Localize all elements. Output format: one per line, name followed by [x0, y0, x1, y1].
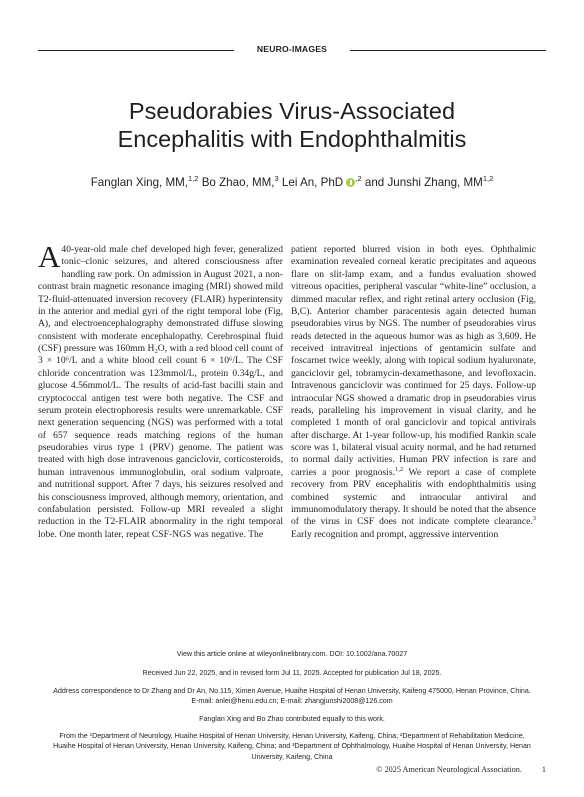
article-title: [40, 98, 544, 153]
author-affiliation: 3: [274, 174, 279, 184]
body-column-left: [38, 239, 283, 541]
section-label: NEURO-IMAGES: [256, 44, 328, 54]
copyright-notice: © 2025 American Neurological Association.: [376, 765, 522, 774]
view-online-note[interactable]: View this article online at wileyonlinelibrary.com. DOI: 10.1002/ana.70027: [176, 650, 408, 658]
equal-contribution-note: Fanglan Xing and Bo Zhao contributed equally to this work.: [199, 714, 385, 723]
body-paragraph: patient reported blurred vision in both eyes. Ophthalmic examination revealed corneal keratic precipitates and aqueous flare on slit-lamp exam, and a fundus evaluation showed vitreous opacities, peripheral vascular “white-line” occlusion, a dimmed macular reflex, and right retinal artery occlusion (Fig, B,C). Anterior chamber paracentesis again detected human pseudorabies virus by NGS. The number of pseudorabies virus reads detected in the aqueous humor was as high as 3,609. He received intravitreal injections of gentamicin sulfate and foscarnet twice weekly, along with topical sodium hyaluronate, ganciclovir gel, tobramycin-dexamethasone, and levofloxacin. Intravenous ganciclovir was continued for 25 days. Follow-up intraocular NGS showed a dramatic drop in pseudorabies virus reads, paralleling his improvement in visual clarity, and he completed 1 month of oral ganciclovir and topical antivirals after discharge. At 1-year follow-up, his modified Rankin scale score was 1, bilateral visual acuity normal, and he had returned to normal daily activities. Human PRV infection is rare and carries a poor prognosis.$^{1,2}$ We report a case of complete recovery from PRV encephalitis with endophthalmitis using combined systemic and intraocular antiviral and immunomodulatory therapy. It should be noted that the absence of the virus in CSF does not indicate complete clearance.$^3$ Early recognition and prompt, aggressive intervention: [291, 244, 536, 540]
received-dates: Received Jun 22, 2025, and in revised form Jul 11, 2025. Accepted for publication Jul 18, 2025.: [142, 669, 442, 678]
orcid-icon[interactable]: [346, 178, 355, 187]
author-name: Lei An, PhD: [281, 176, 344, 189]
affiliations-line: Huaihe Hospital of Henan University, Henan University, Kaifeng, China; and ³Department of Ophthalmology, Huaihe Hospital of Henan University, Henan: [53, 742, 531, 751]
author-affiliation: 1,2: [482, 174, 494, 184]
author-list: Fanglan Xing, MM,$^{1,2}$ Bo Zhao, MM,$^3$ Lei An, PhD $^{,2}$ and Junshi Zhang, MM$^{1,2}$: [90, 174, 494, 189]
title-line-1: Pseudorabies Virus-Associated: [128, 98, 456, 124]
title-line-2: Encephalitis with Endophthalmitis: [117, 125, 467, 152]
drop-cap: A: [38, 239, 61, 274]
section-header: [38, 44, 546, 56]
section-rule-right: [350, 50, 546, 51]
citation-ref[interactable]: 3: [532, 515, 536, 523]
page-number: 1: [541, 765, 546, 774]
author-name: Fanglan Xing, MM,: [90, 176, 189, 189]
affiliations-line: University, Kaifeng, China: [251, 752, 333, 761]
citation-ref[interactable]: 1,2: [394, 465, 404, 473]
author-name: Junshi Zhang, MM: [387, 176, 483, 189]
body-column-right: [291, 244, 536, 541]
body-paragraph: A 40-year-old male chef developed high fever, generalized tonic–clonic seizures, and altered consciousness after handling raw pork. On admission in August 2021, a non-contrast brain magnetic resonance imaging (MRI) showed mild T2-fluid-attenuated inversion recovery (FLAIR) hyperintensity in the anterior and medial gyri of the right temporal lobe (Fig, A), and electroencephalography demonstrated diffuse slowing consistent with moderate encephalopathy. Cerebrospinal fluid (CSF) pressure was 160mm H₂O, with a red blood cell count of 3 × 10⁶/L and a white blood cell count 6 × 10⁶/L. The CSF chloride concentration was 123mmol/L, protein 0.34g/L, and glucose 4.56mmol/L. The results of acid-fast bacilli stain and cryptococcal antigen test were both negative. The CSF and serum protein electrophoresis results were unremarkable. CSF next generation sequencing (NGS) was performed with a total of 657 sequence reads matching regions of the human pseudorabies virus type 1 (PRV) genome. The patient was treated with high dose intravenous ganciclovir, corticosteroids, human intravenous immunoglobulin, oral sodium valproate, and nutritional support. After 7 days, his seizures resolved and his consciousness improved, although memory, orientation, and confabulation persisted. Follow-up MRI revealed a slight reduction in the T2-FLAIR abnormality in the right temporal lobe. One month later, repeat CSF-NGS was negative. The: [38, 239, 283, 540]
affiliations-line: From the ¹Department of Neurology, Huaihe Hospital of Henan University, Henan University, Kaifeng, China; ²Department of Rehabilitation Medicine,: [59, 732, 525, 741]
page-footer: [376, 765, 546, 774]
author-affiliation: ,2: [355, 174, 362, 184]
article-metadata: [38, 649, 546, 762]
correspondence-address: Address correspondence to Dr Zhang and Dr An, No.115, Ximen Avenue, Huaihe Hospital of Henan University, Kaifeng 475000, Henan Province, China.: [53, 686, 531, 695]
correspondence-email[interactable]: E-mail: anlei@henu.edu.cn; E-mail: zhangjunshi2008@126.com: [191, 697, 393, 706]
author-name: Bo Zhao, MM,: [201, 176, 275, 189]
author-affiliation: 1,2: [188, 174, 199, 184]
